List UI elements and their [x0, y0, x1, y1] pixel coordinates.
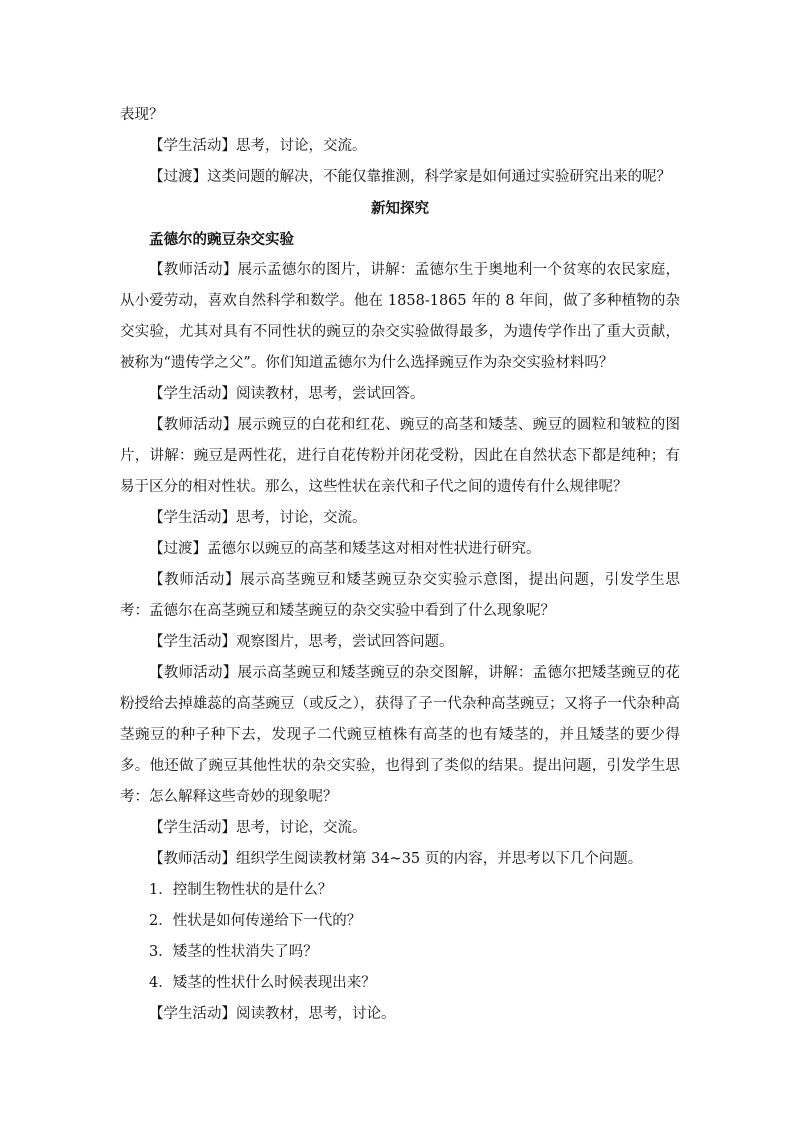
- paragraph-teacher-activity: 【教师活动】展示高茎豌豆和矮茎豌豆杂交实验示意图，提出问题，引发学生思考：孟德尔在高茎豌豆和矮茎豌豆的杂交实验中看到了什么现象呢？: [120, 572, 680, 619]
- paragraph-teacher-activity: 【教师活动】展示高茎豌豆和矮茎豌豆的杂交图解，讲解：孟德尔把矮茎豌豆的花粉授给去掉雄蕊的高茎豌豆（或反之），获得了子一代杂种高茎豌豆；又将子一代杂种高茎豌豆的种子种下去，发现子二代豌豆植株有高茎的也有矮茎的，并且矮茎的要少得多。他还做了豌豆其他性状的杂交实验，也得到了类似的结果。提出问题，引发学生思考：怎么解释这些奇妙的现象呢？: [120, 665, 680, 805]
- list-item: 4．矮茎的性状什么时候表现出来？: [149, 975, 376, 991]
- list-item: 1．控制生物性状的是什么？: [149, 882, 333, 898]
- paragraph-student-activity: 【学生活动】思考，讨论，交流。: [149, 820, 367, 836]
- subsection-heading: 孟德尔的豌豆杂交实验: [149, 231, 294, 248]
- paragraph-teacher-activity: 【教师活动】组织学生阅读教材第 34~35 页的内容，并思考以下几个问题。: [149, 851, 643, 867]
- paragraph-teacher-activity: 【教师活动】展示豌豆的白花和红花、豌豆的高茎和矮茎、豌豆的圆粒和皱粒的图片，讲解：豌豆是两性花，进行自花传粉并闭花受粉，因此在自然状态下都是纯种；有易于区分的相对性状。那么，这些性状在亲代和子代之间的遗传有什么规律呢？: [120, 417, 680, 495]
- list-item: 2．性状是如何传递给下一代的？: [149, 913, 362, 929]
- paragraph-transition: 【过渡】这类问题的解决，不能仅靠推测，科学家是如何通过实验研究出来的呢？: [149, 169, 671, 185]
- paragraph-student-activity: 【学生活动】思考，讨论，交流。: [149, 510, 367, 526]
- paragraph-teacher-activity: 【教师活动】展示孟德尔的图片，讲解：孟德尔生于奥地利一个贫寒的农民家庭，从小爱劳动，喜欢自然科学和数学。他在 1858-1865 年的 8 年间，做了多种植物的杂交实验，尤其对具有不同性状的豌豆的杂交实验做得最多，为遗传学作出了重大贡献，被称为“遗传学之父”。你们知道孟德尔为什么选择豌豆作为杂交实验材料吗？: [120, 262, 680, 371]
- section-heading: 新知探究: [371, 200, 429, 217]
- paragraph-student-activity: 【学生活动】观察图片，思考，尝试回答问题。: [149, 634, 454, 650]
- paragraph-student-activity: 【学生活动】阅读教材，思考，尝试回答。: [149, 386, 425, 402]
- paragraph-student-activity: 【学生活动】思考，讨论，交流。: [149, 138, 367, 154]
- list-item: 3．矮茎的性状消失了吗？: [149, 944, 318, 960]
- paragraph-transition: 【过渡】孟德尔以豌豆的高茎和矮茎这对相对性状进行研究。: [149, 541, 541, 557]
- document-body: [120, 100, 680, 1030]
- paragraph-student-activity: 【学生活动】阅读教材，思考，讨论。: [149, 1006, 396, 1022]
- paragraph-continuation: 表现？: [120, 107, 164, 123]
